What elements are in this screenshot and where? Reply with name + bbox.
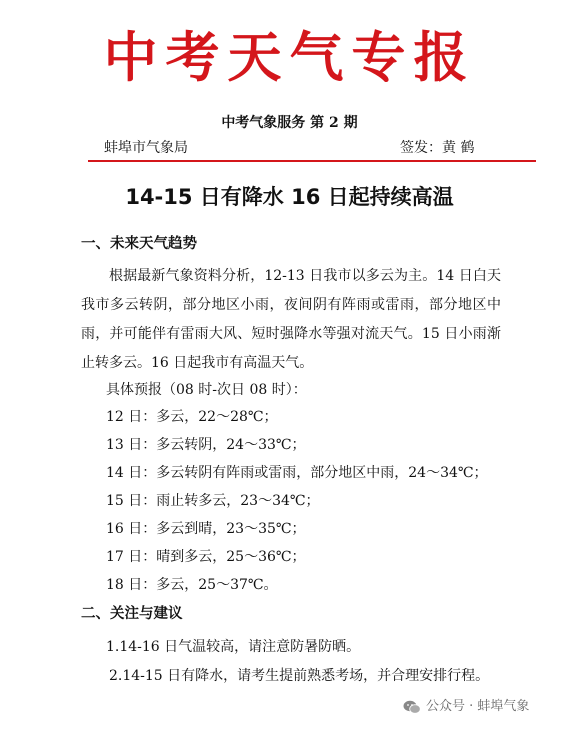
watermark-text: 公众号 · 蚌埠气象 <box>426 699 530 714</box>
headline: 14-15 日有降水 16 日起持续高温 <box>125 185 454 209</box>
forecast-line: 17 日：晴到多云，25～36℃； <box>106 549 306 565</box>
section-title-trend: 一、未来天气趋势 <box>81 236 197 252</box>
forecast-line: 15 日：雨止转多云，23～34℃； <box>106 493 320 509</box>
agency-name: 蚌埠市气象局 <box>104 140 188 156</box>
issue-line: 中考气象服务 第 2 期 <box>221 115 358 131</box>
advice-item: 2.14-15 日有降水，请考生提前熟悉考场，并合理安排行程。 <box>109 668 490 684</box>
signer: 签发：黄 鹤 <box>400 140 475 156</box>
forecast-line: 13 日：多云转阴，24～33℃； <box>106 437 306 453</box>
forecast-line: 12 日：多云，22～28℃； <box>106 409 278 425</box>
trend-paragraph: 根据最新气象资料分析，12-13 日我市以多云为主。14 日白天我市多云转阴，部分地区小雨，夜间阴有阵雨或雷雨，部分地区中雨，并可能伴有雷雨大风、短时强降水等强对流天气。15 日小雨渐止转多云。16 日起我市有高温天气。 <box>81 268 501 371</box>
red-divider <box>88 160 536 162</box>
forecast-line: 16 日：多云到晴，23～35℃； <box>106 521 306 537</box>
forecast-intro: 具体预报（08 时-次日 08 时）： <box>106 382 307 398</box>
watermark <box>403 697 529 717</box>
forecast-line: 14 日：多云转阴有阵雨或雷雨，部分地区中雨，24～34℃； <box>106 465 488 481</box>
masthead-title: 中考天气专报 <box>103 25 476 89</box>
section-title-advice: 二、关注与建议 <box>81 606 183 622</box>
wechat-icon <box>403 700 421 714</box>
advice-item: 1.14-16 日气温较高，请注意防暑防晒。 <box>106 639 361 655</box>
forecast-line: 18 日：多云，25～37℃。 <box>106 577 278 593</box>
